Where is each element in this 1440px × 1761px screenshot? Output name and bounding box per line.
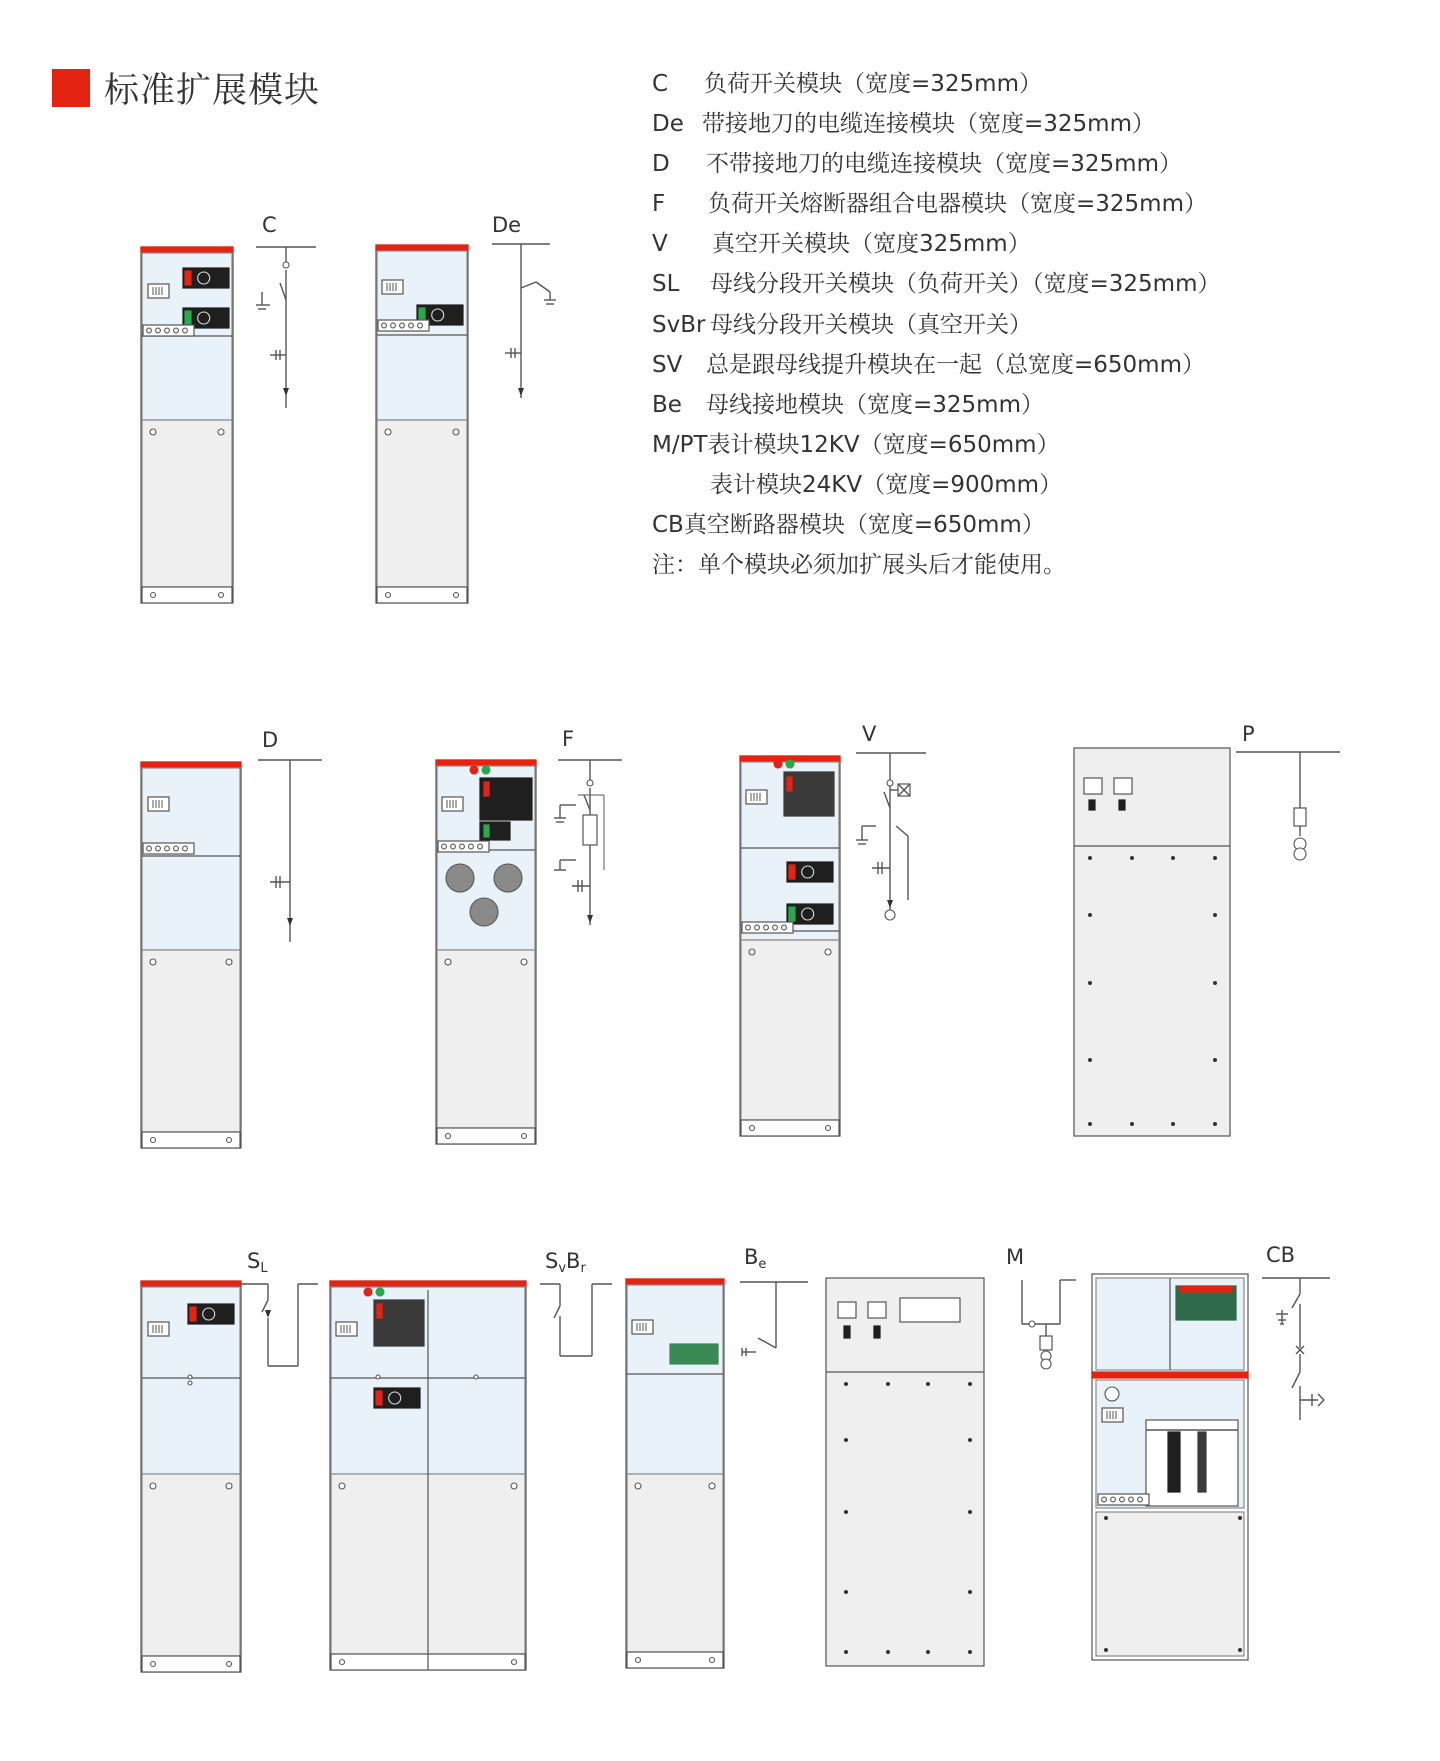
node — [887, 780, 893, 786]
rivet — [1088, 981, 1092, 985]
rivet — [1104, 1516, 1108, 1520]
figure-label: De — [492, 213, 522, 237]
legend-description: 负荷开关熔断器组合电器模块（宽度=325mm） — [708, 191, 1207, 218]
terminal — [442, 844, 447, 849]
indicator-lamp — [376, 1288, 384, 1296]
legend-description: 表计模块24KV（宽度=900mm） — [710, 471, 1063, 498]
terminal — [782, 925, 787, 930]
schematic-line — [896, 826, 908, 836]
rivet — [1171, 1122, 1175, 1126]
terminal — [418, 323, 423, 328]
meter-window — [1114, 778, 1132, 794]
legend-description: 母线分段开关模块（真空开关） — [710, 311, 1032, 338]
lower-panel — [1096, 1512, 1244, 1656]
panel-screw — [521, 959, 527, 965]
arrow — [518, 388, 524, 396]
position-indicator — [185, 271, 191, 285]
rivet — [1238, 1648, 1242, 1652]
terminal — [764, 925, 769, 930]
arrow — [265, 1310, 271, 1318]
legend-code: Be — [652, 391, 682, 418]
rivet — [886, 1382, 890, 1386]
rivet — [968, 1650, 972, 1654]
schematic-line — [280, 283, 286, 300]
arrow — [887, 900, 893, 908]
node — [1029, 1321, 1035, 1327]
terminal — [1129, 1497, 1134, 1502]
panel-screw — [339, 1483, 345, 1489]
rivet — [1213, 981, 1217, 985]
terminal — [469, 844, 474, 849]
terminal — [1111, 1497, 1116, 1502]
rivet — [968, 1438, 972, 1442]
rivet — [1238, 1516, 1242, 1520]
terminal — [1138, 1497, 1143, 1502]
schematic-line — [584, 795, 590, 810]
cabinet-mid-bar — [1092, 1372, 1248, 1378]
terminal — [451, 844, 456, 849]
terminal — [147, 846, 152, 851]
position-indicator — [787, 777, 792, 791]
panel-screw — [150, 959, 156, 965]
legend-description: 总是跟母线提升模块在一起（总宽度=650mm） — [706, 351, 1205, 378]
rivet — [1104, 1648, 1108, 1652]
legend-description: 注：单个模块必须加扩展头后才能使用。 — [652, 552, 1066, 579]
node — [474, 1375, 478, 1379]
fuse-symbol — [583, 815, 597, 845]
schematic-line — [758, 1338, 776, 1348]
rivet — [968, 1510, 972, 1514]
panel-screw — [218, 429, 224, 435]
legend-description: 带接地刀的电缆连接模块（宽度=325mm） — [702, 111, 1155, 138]
node — [188, 1375, 192, 1379]
indicator-lamp — [786, 760, 794, 768]
node — [376, 1375, 380, 1379]
plinth-hole — [151, 1138, 156, 1143]
terminal — [460, 844, 465, 849]
terminal — [746, 925, 751, 930]
position-indicator — [484, 825, 489, 837]
rivet — [926, 1382, 930, 1386]
cabinet-top-bar — [141, 247, 233, 253]
legend-description: CB真空断路器模块（宽度=650mm） — [652, 512, 1045, 539]
legend-description: M/PT表计模块12KV（宽度=650mm） — [652, 431, 1060, 458]
schematic-line — [536, 282, 550, 292]
terminal — [391, 323, 396, 328]
rivet — [1088, 1122, 1092, 1126]
rivet — [968, 1590, 972, 1594]
terminal — [1120, 1497, 1125, 1502]
panel-screw — [749, 949, 755, 955]
rivet — [1213, 856, 1217, 860]
terminal — [174, 328, 179, 333]
meter-window — [868, 1302, 886, 1318]
meter-switch — [1119, 800, 1125, 810]
panel-screw — [385, 429, 391, 435]
arrow — [287, 918, 293, 926]
breaker-pole — [1168, 1432, 1180, 1492]
schematic-line — [1318, 1394, 1324, 1400]
terminal — [147, 328, 152, 333]
plinth-hole — [454, 593, 459, 598]
position-indicator — [484, 782, 489, 796]
legend-code: SV — [652, 351, 683, 378]
rivet — [844, 1510, 848, 1514]
rivet — [1213, 913, 1217, 917]
rivet — [886, 1650, 890, 1654]
front-panel — [142, 768, 240, 950]
legend-description: 不带接地刀的电缆连接模块（宽度=325mm） — [706, 151, 1182, 178]
rivet — [1213, 1058, 1217, 1062]
figure-label: V — [862, 722, 877, 746]
pt-coil — [1294, 848, 1306, 860]
plinth — [627, 1652, 723, 1668]
figure-label: D — [262, 728, 279, 752]
terminal — [165, 328, 170, 333]
fuse-symbol — [1294, 808, 1306, 826]
gauge-dial — [1105, 1387, 1119, 1401]
terminal — [382, 323, 387, 328]
rivet — [1088, 913, 1092, 917]
plinth-hole — [219, 593, 224, 598]
terminal — [165, 846, 170, 851]
panel-screw — [150, 429, 156, 435]
legend-description: 母线接地模块（宽度=325mm） — [706, 391, 1044, 418]
cabinet-top-bar — [376, 245, 468, 251]
figure-label: Be — [744, 1245, 767, 1272]
figure-label: SvBr — [545, 1249, 586, 1276]
terminal — [478, 844, 483, 849]
panel-screw — [226, 959, 232, 965]
panel-screw — [635, 1483, 641, 1489]
lower-panel — [437, 950, 535, 1128]
rivet — [844, 1438, 848, 1442]
indicator-lamp — [470, 766, 478, 774]
plinth — [142, 1132, 240, 1148]
cabinet-top-bar — [141, 1281, 241, 1287]
legend-code: De — [652, 111, 684, 138]
rivet — [1130, 1122, 1134, 1126]
panel-screw — [445, 959, 451, 965]
legend-code: V — [652, 231, 668, 258]
position-indicator — [185, 311, 191, 325]
position-indicator — [376, 1391, 382, 1405]
breaker-truck — [1146, 1420, 1238, 1506]
schematic-line — [1318, 1400, 1324, 1406]
schematic-line — [1292, 1372, 1300, 1388]
schematic-line — [884, 792, 890, 808]
rivet — [844, 1590, 848, 1594]
plinth — [741, 1120, 839, 1136]
plinth-hole — [446, 1134, 451, 1139]
rivet — [1088, 1058, 1092, 1062]
terminal — [400, 323, 405, 328]
lower-panel — [142, 420, 232, 587]
rivet — [844, 1382, 848, 1386]
operating-hole — [203, 1308, 215, 1320]
position-indicator — [789, 865, 795, 879]
meter-switch — [1089, 800, 1095, 810]
node — [587, 780, 593, 786]
plinth-hole — [386, 593, 391, 598]
schematic-line — [521, 282, 536, 288]
terminal — [174, 846, 179, 851]
indicator-lamp — [482, 766, 490, 774]
fuse-cap — [446, 864, 474, 892]
plinth-hole — [227, 1138, 232, 1143]
terminal — [156, 328, 161, 333]
plinth — [142, 1656, 240, 1672]
operating-hole — [432, 309, 444, 321]
terminal — [409, 323, 414, 328]
figure-label: CB — [1266, 1243, 1296, 1267]
meter-switch — [844, 1326, 850, 1338]
figure-label: P — [1242, 722, 1255, 746]
panel-screw — [511, 1483, 517, 1489]
plinth-hole — [151, 1662, 156, 1667]
legend-code: SvBr — [652, 311, 706, 338]
figure-label: F — [562, 727, 575, 751]
pt-coil — [1041, 1359, 1051, 1369]
lower-panel — [142, 950, 240, 1132]
rivet — [844, 1650, 848, 1654]
schematic-line — [1292, 1294, 1300, 1308]
operating-hole — [389, 1392, 401, 1404]
panel-screw — [150, 1483, 156, 1489]
rivet — [926, 1650, 930, 1654]
title-text: 标准扩展模块 — [104, 71, 321, 111]
legend-code: SL — [652, 271, 680, 298]
legend-description: 母线分段开关模块（负荷开关）（宽度=325mm） — [710, 271, 1221, 298]
terminal — [156, 846, 161, 851]
lower-panel — [142, 1474, 240, 1656]
position-indicator — [789, 907, 795, 921]
lower-panel — [627, 1474, 723, 1652]
earthing-mimic — [670, 1344, 718, 1364]
plinth-hole — [340, 1660, 345, 1665]
legend-code: F — [652, 191, 666, 218]
position-indicator — [190, 1307, 196, 1321]
node — [283, 262, 289, 268]
indicator-lamp — [774, 760, 782, 768]
rivet — [1088, 856, 1092, 860]
operating-hole — [802, 866, 814, 878]
cabinet-top-bar — [330, 1281, 526, 1287]
meter-window — [838, 1302, 856, 1318]
meter-switch — [874, 1326, 880, 1338]
arrow — [283, 388, 289, 396]
terminal — [183, 846, 188, 851]
meter-display — [900, 1298, 960, 1322]
panel-screw — [825, 949, 831, 955]
plinth-hole — [750, 1126, 755, 1131]
plinth-hole — [227, 1662, 232, 1667]
plinth-hole — [512, 1660, 517, 1665]
position-indicator — [377, 1304, 382, 1318]
legend-description: 真空开关模块（宽度325mm） — [712, 231, 1031, 258]
fuse-cap — [494, 864, 522, 892]
plinth-hole — [826, 1126, 831, 1131]
figure-label: C — [262, 213, 277, 237]
meter-window — [1084, 778, 1102, 794]
plinth-hole — [151, 593, 156, 598]
lower-panel — [377, 420, 467, 587]
arrow — [587, 915, 593, 923]
cabinet-top-bar — [436, 760, 536, 766]
plinth — [437, 1128, 535, 1144]
plinth-hole — [710, 1658, 715, 1663]
lower-panel — [741, 940, 839, 1120]
fuse-symbol — [1040, 1336, 1052, 1350]
cabinet-top-bar — [626, 1279, 724, 1285]
rivet — [1213, 1122, 1217, 1126]
panel-screw — [226, 1483, 232, 1489]
plinth-hole — [522, 1134, 527, 1139]
terminal — [773, 925, 778, 930]
terminal — [183, 328, 188, 333]
legend-code: D — [652, 151, 670, 178]
rivet — [1130, 856, 1134, 860]
terminal — [755, 925, 760, 930]
legend-description: 负荷开关模块（宽度=325mm） — [704, 71, 1042, 97]
cabinet-top-bar — [141, 762, 241, 768]
legend-code: C — [652, 71, 669, 97]
figure-label: SL — [247, 1249, 268, 1276]
cabinet-P — [1074, 748, 1230, 1136]
operating-hole — [198, 312, 210, 324]
figure-label: M — [1006, 1245, 1025, 1269]
front-panel — [627, 1285, 723, 1474]
schematic-line — [554, 1306, 560, 1318]
rivet — [1171, 856, 1175, 860]
operating-hole — [198, 272, 210, 284]
relay-header — [1180, 1286, 1232, 1292]
panel-screw — [709, 1483, 715, 1489]
node — [885, 910, 895, 920]
operating-hole — [802, 908, 814, 920]
panel-screw — [453, 429, 459, 435]
indicator-lamp — [364, 1288, 372, 1296]
plinth-hole — [636, 1658, 641, 1663]
breaker-pole — [1198, 1432, 1206, 1492]
node — [188, 1381, 192, 1385]
fuse-cap — [470, 898, 498, 926]
rivet — [968, 1382, 972, 1386]
terminal — [1102, 1497, 1107, 1502]
